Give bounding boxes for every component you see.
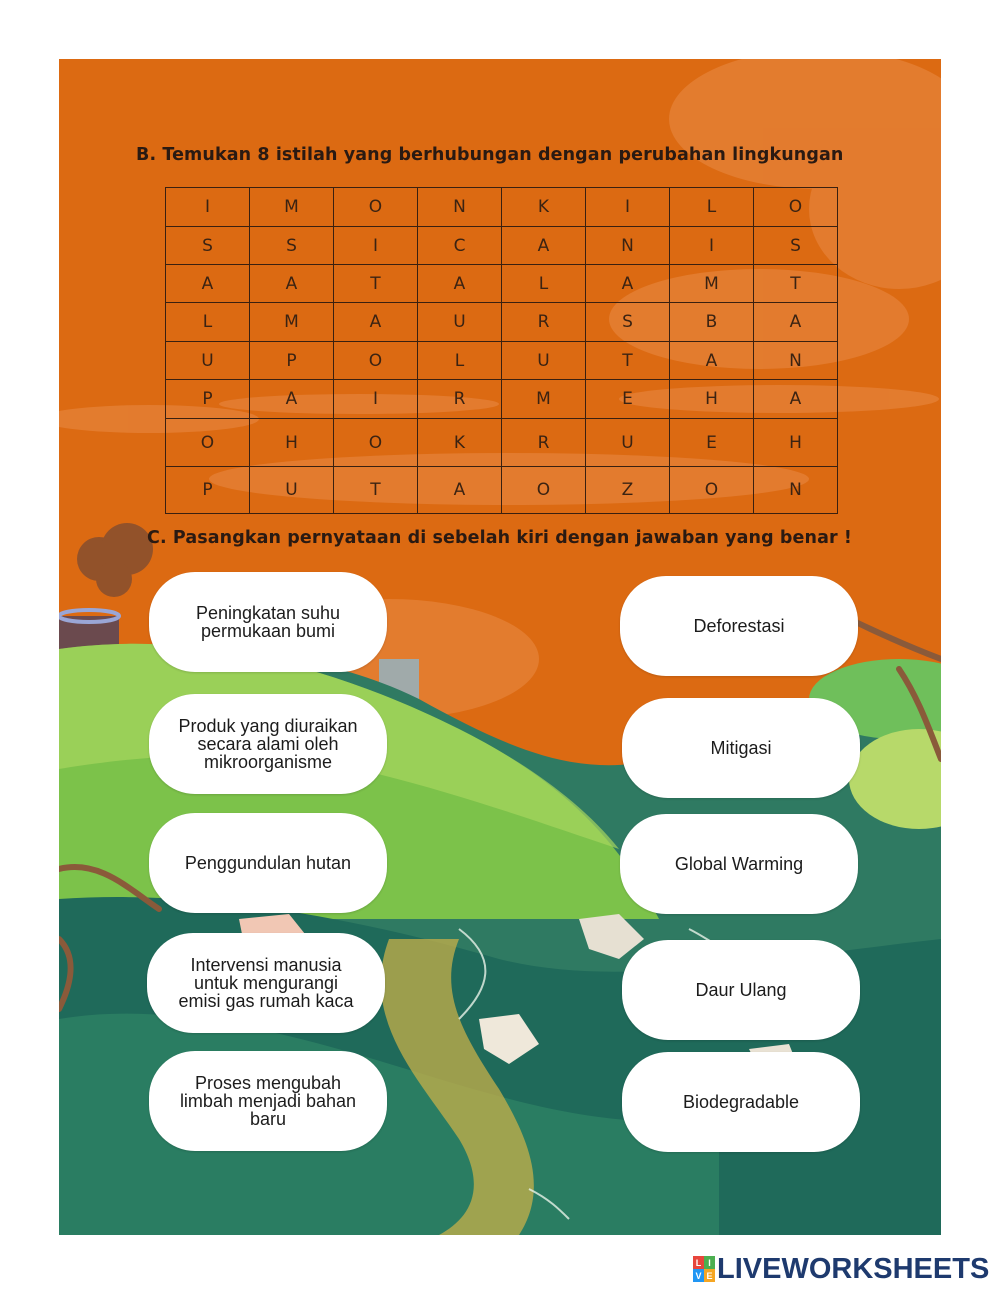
grid-row [166, 467, 838, 514]
grid-cell[interactable]: U [418, 303, 502, 342]
grid-cell[interactable]: R [502, 419, 586, 467]
grid-cell[interactable]: H [670, 380, 754, 419]
grid-cell[interactable]: O [670, 467, 754, 514]
grid-cell[interactable]: K [418, 419, 502, 467]
grid-cell[interactable]: A [670, 342, 754, 380]
statement-text [178, 717, 357, 771]
answer-card[interactable] [622, 698, 860, 798]
grid-cell[interactable]: O [754, 188, 838, 227]
grid-cell[interactable]: O [334, 419, 418, 467]
grid-cell[interactable]: L [670, 188, 754, 227]
section-b-heading: B. Temukan 8 istilah yang berhubungan dengan perubahan lingkungan [136, 145, 844, 165]
statement-line: Produk yang diuraikan [178, 716, 358, 736]
grid-cell[interactable]: L [502, 265, 586, 303]
answer-card[interactable] [622, 940, 860, 1040]
answer-text: Global Warming [674, 854, 804, 874]
brand-text: LIVEWORKSHEETS [717, 1252, 990, 1285]
grid-cell[interactable]: A [418, 467, 502, 514]
grid-cell[interactable]: A [334, 303, 418, 342]
word-search-grid[interactable] [165, 187, 838, 514]
grid-cell[interactable]: S [166, 227, 250, 265]
grid-row [166, 419, 838, 467]
grid-cell[interactable]: U [502, 342, 586, 380]
grid-row [166, 303, 838, 342]
grid-cell[interactable]: C [418, 227, 502, 265]
statement-line: untuk mengurangi [193, 973, 339, 993]
answer-text: Daur Ulang [695, 980, 787, 1000]
logo-letter: E [704, 1269, 715, 1282]
statement-text [178, 956, 353, 1010]
statement-line: Peningkatan suhu [195, 603, 341, 623]
grid-cell[interactable]: P [166, 467, 250, 514]
grid-cell[interactable]: N [754, 342, 838, 380]
answer-card[interactable] [620, 576, 858, 676]
statement-line: secara alami oleh [197, 734, 339, 754]
grid-cell[interactable]: K [502, 188, 586, 227]
grid-cell[interactable]: T [754, 265, 838, 303]
grid-cell[interactable]: O [166, 419, 250, 467]
logo-letter: I [704, 1256, 715, 1269]
statement-line: Intervensi manusia [190, 955, 342, 975]
statement-text [180, 1074, 356, 1128]
grid-cell[interactable]: S [586, 303, 670, 342]
statement-line: permukaan bumi [200, 621, 336, 641]
answer-card[interactable] [622, 1052, 860, 1152]
statement-line: Penggundulan hutan [184, 853, 352, 873]
statement-card[interactable] [147, 933, 385, 1033]
grid-row [166, 188, 838, 227]
grid-cell[interactable]: L [418, 342, 502, 380]
grid-cell[interactable]: H [250, 419, 334, 467]
grid-cell[interactable]: T [334, 265, 418, 303]
grid-cell[interactable]: A [754, 303, 838, 342]
grid-cell[interactable]: P [166, 380, 250, 419]
grid-cell[interactable]: U [166, 342, 250, 380]
statement-line: mikroorganisme [203, 752, 333, 772]
grid-cell[interactable]: A [250, 380, 334, 419]
grid-cell[interactable]: I [586, 188, 670, 227]
statement-line: emisi gas rumah kaca [178, 991, 354, 1011]
statement-text [196, 604, 340, 640]
grid-cell[interactable]: E [586, 380, 670, 419]
grid-cell[interactable]: U [586, 419, 670, 467]
liveworksheets-brand [693, 1253, 989, 1285]
answer-text: Biodegradable [682, 1092, 800, 1112]
grid-cell[interactable]: S [250, 227, 334, 265]
grid-cell[interactable]: R [502, 303, 586, 342]
grid-row [166, 265, 838, 303]
grid-cell[interactable]: L [166, 303, 250, 342]
answer-text: Mitigasi [710, 738, 772, 758]
grid-cell[interactable]: A [418, 265, 502, 303]
grid-cell[interactable]: E [670, 419, 754, 467]
statement-card[interactable] [149, 813, 387, 913]
statement-card[interactable] [149, 1051, 387, 1151]
grid-cell[interactable]: N [754, 467, 838, 514]
grid-cell[interactable]: I [334, 380, 418, 419]
grid-cell[interactable]: B [670, 303, 754, 342]
grid-cell[interactable]: M [250, 188, 334, 227]
statement-line: Proses mengubah [194, 1073, 342, 1093]
grid-cell[interactable]: A [586, 265, 670, 303]
grid-cell[interactable]: M [502, 380, 586, 419]
logo-letter: L [693, 1256, 704, 1269]
grid-cell[interactable]: A [250, 265, 334, 303]
statement-card[interactable] [149, 694, 387, 794]
grid-row [166, 342, 838, 380]
grid-cell[interactable]: T [334, 467, 418, 514]
grid-row [166, 380, 838, 419]
grid-row [166, 227, 838, 265]
answer-card[interactable] [620, 814, 858, 914]
grid-cell[interactable]: M [250, 303, 334, 342]
liveworksheets-logo-icon [693, 1256, 715, 1282]
grid-cell[interactable]: A [166, 265, 250, 303]
grid-cell[interactable]: A [502, 227, 586, 265]
statement-text [185, 854, 351, 872]
grid-cell[interactable]: A [754, 380, 838, 419]
grid-cell[interactable]: N [418, 188, 502, 227]
grid-cell[interactable]: S [754, 227, 838, 265]
grid-cell[interactable]: O [334, 342, 418, 380]
statement-card[interactable] [149, 572, 387, 672]
grid-cell[interactable]: I [166, 188, 250, 227]
grid-cell[interactable]: M [670, 265, 754, 303]
grid-cell[interactable]: N [586, 227, 670, 265]
section-c-heading: C. Pasangkan pernyataan di sebelah kiri dengan jawaban yang benar ! [147, 528, 852, 548]
statement-line: limbah menjadi bahan [179, 1091, 357, 1111]
grid-cell[interactable]: H [754, 419, 838, 467]
statement-line: baru [249, 1109, 287, 1129]
grid-cell[interactable]: I [334, 227, 418, 265]
grid-cell[interactable]: Z [586, 467, 670, 514]
answer-text: Deforestasi [693, 616, 785, 636]
grid-cell[interactable]: O [502, 467, 586, 514]
grid-cell[interactable]: U [250, 467, 334, 514]
grid-cell[interactable]: P [250, 342, 334, 380]
grid-cell[interactable]: T [586, 342, 670, 380]
grid-cell[interactable]: R [418, 380, 502, 419]
grid-cell[interactable]: I [670, 227, 754, 265]
logo-letter: V [693, 1269, 704, 1282]
grid-cell[interactable]: O [334, 188, 418, 227]
